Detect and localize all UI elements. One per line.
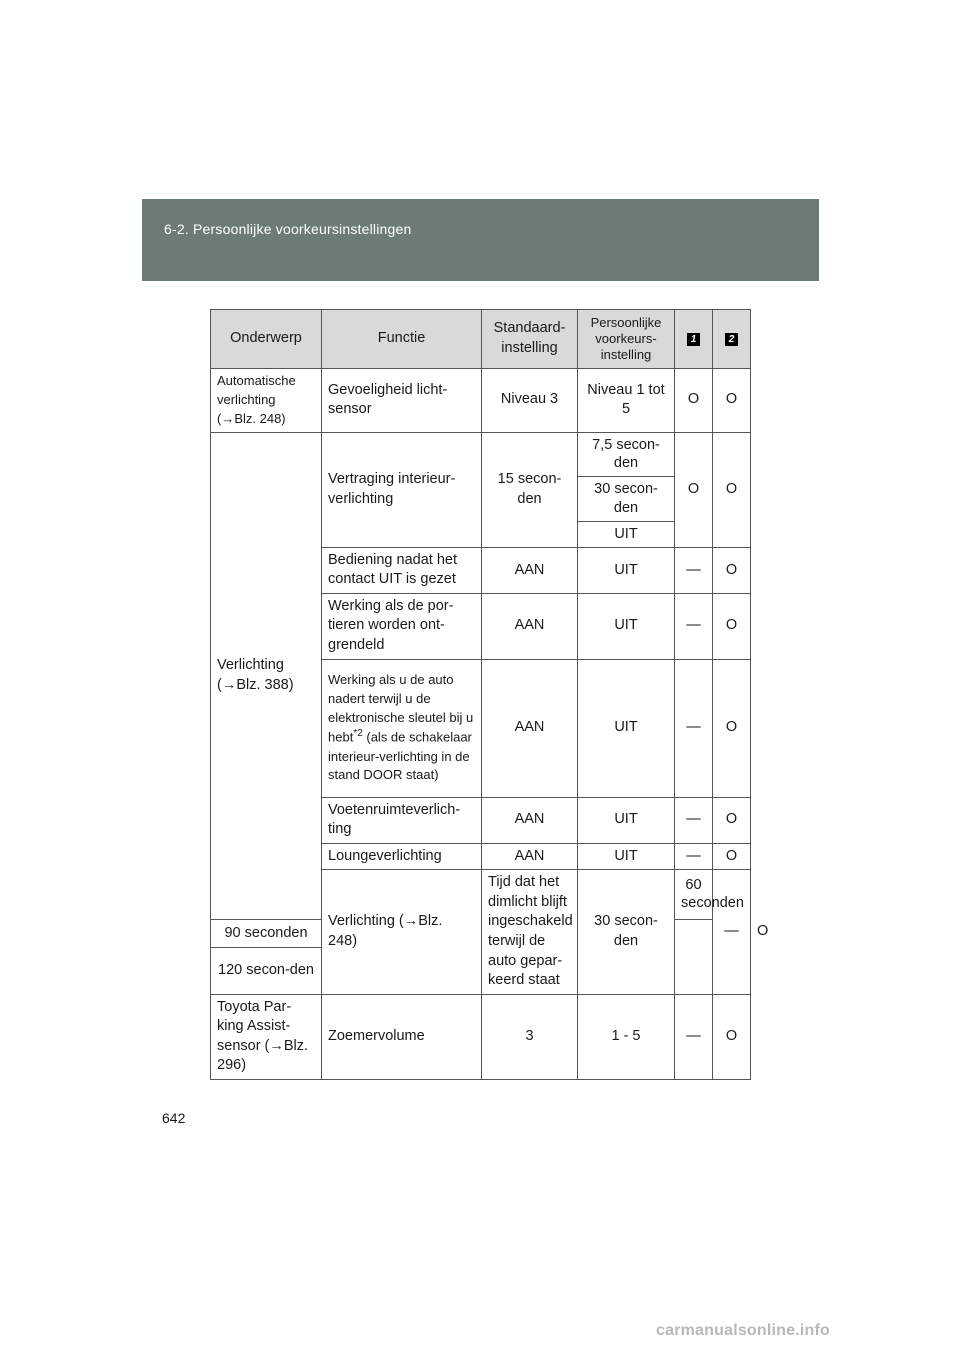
row-default: 3 [482,994,578,1079]
row-custom: UIT [578,797,675,843]
row-mark-1: O [675,369,713,433]
row-custom: 1 - 5 [578,994,675,1079]
row-function: Gevoeligheid licht-sensor [322,369,482,433]
row-custom: UIT [578,659,675,797]
row-custom: UIT [578,547,675,593]
row-default: AAN [482,593,578,659]
row-default: 30 secon-den [578,870,675,994]
row-custom: Niveau 1 tot 5 [578,369,675,433]
row-function: Voetenruimteverlich-ting [322,797,482,843]
section-header [142,199,819,281]
row-option: 120 secon-den [211,948,322,994]
row-option: 30 secon-den [578,477,675,522]
row-mark-2: O [713,593,751,659]
row-mark-1: — [675,547,713,593]
row-function: Bediening nadat het contact UIT is gezet [322,547,482,593]
row-subject: Automatische verlichting (→Blz. 248) [211,369,322,433]
settings-table [210,309,769,1080]
number-1-icon: 1 [687,333,700,346]
row-mark-2: O [713,659,751,797]
row-mark-1: — [675,593,713,659]
header-col1 [675,310,713,369]
row-default: AAN [482,797,578,843]
row-mark-1: — [713,870,751,994]
row-function: Werking als de por-tieren worden ont-grendeld [322,593,482,659]
table-header-row [211,310,751,369]
row-option: 60 seconden [675,870,713,919]
row-default: Niveau 3 [482,369,578,433]
row-mark-1: — [675,797,713,843]
row-function: Tijd dat het dimlicht blijft ingeschakeld terwijl de auto gepar-keerd staat [482,870,578,994]
number-2-icon: 2 [725,333,738,346]
table-row [211,994,751,1079]
function-text: Werking als u de auto nadert terwijl u de elektronische sleutel bij u hebt [328,671,474,745]
row-mark-1: — [675,659,713,797]
row-mark-2: O [713,797,751,843]
header-subject: Onderwerp [211,310,322,369]
header-custom: Persoonlijke voorkeurs-instelling [578,310,675,369]
row-mark-2: O [713,994,751,1079]
row-subject: Verlichting (→Blz. 388) [211,432,322,919]
row-function: Loungeverlichting [322,843,482,870]
row-default: AAN [482,843,578,870]
function-text-continued: (als de schakelaar interieur-verlichting in de stand DOOR staat) [328,729,472,783]
row-option: UIT [578,521,675,547]
header-function: Functie [322,310,482,369]
row-subject: Toyota Par-king Assist-sensor (→Blz. 296) [211,994,322,1079]
section-title: 6-2. Persoonlijke voorkeursinstellingen [164,221,412,237]
table-row [211,432,751,477]
row-custom: UIT [578,593,675,659]
header-default: Standaard-instelling [482,310,578,369]
row-default: 15 secon-den [482,432,578,547]
table-row [211,369,751,433]
row-function: Zoemervolume [322,994,482,1079]
row-mark-1: — [675,843,713,870]
row-default: AAN [482,547,578,593]
footnote-marker: *2 [353,728,363,740]
row-mark-2: O [713,432,751,547]
row-mark-2: O [713,547,751,593]
row-mark-2: O [713,843,751,870]
row-subject: Verlichting (→Blz. 248) [322,870,482,994]
row-option: 90 seconden [211,919,322,948]
page-number: 642 [162,1110,186,1126]
table-row: Verlichting (→Blz. 248) Tijd dat het dimlicht blijft ingeschakeld terwijl de auto gepar-keerd staat 30 secon-den 60 seconden — O [211,870,751,919]
row-mark-2: O [713,369,751,433]
row-function [322,659,482,797]
row-option: 7,5 secon-den [578,432,675,477]
row-mark-1: O [675,432,713,547]
row-custom: UIT [578,843,675,870]
header-col2 [713,310,751,369]
row-default: AAN [482,659,578,797]
row-function: Vertraging interieur-verlichting [322,432,482,547]
row-mark-1: — [675,994,713,1079]
watermark: carmanualsonline.info [656,1322,831,1339]
